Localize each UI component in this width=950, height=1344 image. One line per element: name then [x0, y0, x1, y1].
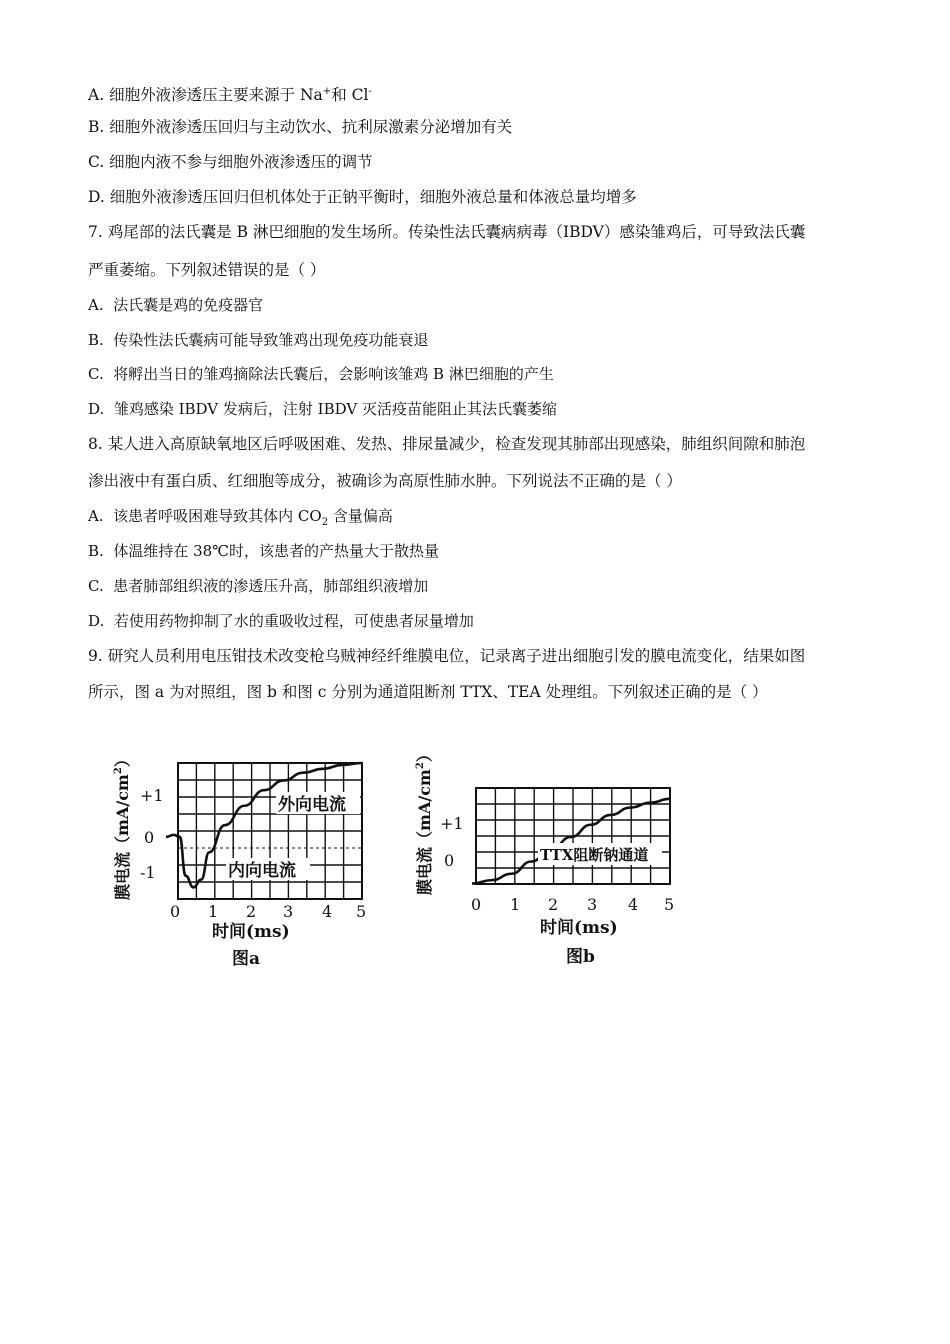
figure-b: [400, 725, 690, 975]
q8-option-a: A. 该患者呼吸困难导致其体内 $CO_2$ 含量偏高: [88, 507, 393, 528]
q8-stem-line1: 8. 某人进入高原缺氧地区后呼吸困难、发热、排尿量减少，检查发现其肺部出现感染，肺组织间隙和肺泡: [88, 435, 806, 453]
q7-stem-line1: 7. 鸡尾部的法氏囊是 B 淋巴细胞的发生场所。传染性法氏囊病病毒（IBDV）感染雏鸡后，可导致法氏囊: [88, 223, 806, 241]
q7-option-b: B. 传染性法氏囊病可能导致雏鸡出现免疫功能衰退: [88, 331, 429, 349]
figure-a-caption: 图a: [232, 949, 261, 969]
figure-a-ytick-0: 0: [144, 828, 155, 847]
q8-option-d: D. 若使用药物抑制了水的重吸收过程，可使患者尿量增加: [88, 612, 474, 630]
q6-option-d: D. 细胞外液渗透压回归但机体处于正钠平衡时，细胞外液总量和体液总量均增多: [88, 188, 637, 206]
figure-a-label-outward: 外向电流: [278, 795, 346, 815]
q6-option-c: C. 细胞内液不参与细胞外液渗透压的调节: [88, 153, 373, 171]
x-tick-label: 2: [246, 902, 257, 921]
figure-b-caption: 图b: [566, 947, 595, 967]
q9-stem-line2: 所示，图 a 为对照组，图 b 和图 c 分别为通道阻断剂 TTX、TEA 处理组。下列叙述正确的是（ ）: [88, 683, 768, 701]
figure-a-ytick-plus1: +1: [140, 786, 164, 805]
x-tick-label: 2: [548, 895, 559, 914]
x-tick-label: 1: [208, 902, 219, 921]
q8-stem-line2: 渗出液中有蛋白质、红细胞等成分，被确诊为高原性肺水肿。下列说法不正确的是（ ）: [88, 472, 682, 490]
q9-stem-line1: 9. 研究人员利用电压钳技术改变枪乌贼神经纤维膜电位，记录离子进出细胞引发的膜电流变化，结果如图: [88, 647, 806, 665]
x-tick-label: 4: [322, 902, 333, 921]
figure-a-ylabel: 膜电流$(mA/cm^2)$: [113, 751, 132, 900]
q6-option-a: A. 细胞外液渗透压主要来源于 Na+和 Cl-: [88, 86, 372, 105]
q7-stem-line2: 严重萎缩。下列叙述错误的是（ ）: [88, 261, 326, 279]
figure-a-xlabel: 时间(ms): [212, 922, 290, 942]
x-tick-label: 0: [471, 895, 482, 914]
x-tick-label: 1: [510, 895, 521, 914]
x-tick-label: 5: [664, 895, 675, 914]
x-tick-label: 5: [356, 902, 367, 921]
figure-b-ytick-0: 0: [444, 851, 455, 870]
x-tick-label: 4: [628, 895, 639, 914]
x-tick-label: 3: [283, 902, 294, 921]
q7-option-c: C. 将孵出当日的雏鸡摘除法氏囊后，会影响该雏鸡 B 淋巴细胞的产生: [88, 365, 554, 383]
q7-option-d: D. 雏鸡感染 IBDV 发病后，注射 IBDV 灭活疫苗能阻止其法氏囊萎缩: [88, 400, 557, 418]
q6-option-b: B. 细胞外液渗透压回归与主动饮水、抗利尿激素分泌增加有关: [88, 118, 513, 136]
figure-a-label-inward: 内向电流: [228, 861, 296, 881]
x-tick-label: 3: [587, 895, 598, 914]
q7-option-a: A. 法氏囊是鸡的免疫器官: [88, 296, 264, 314]
figure-b-label-ttx: TTX阻断钠通道: [540, 846, 649, 864]
x-tick-label: 0: [170, 902, 181, 921]
figure-b-ylabel: 膜电流$(mA/cm^2)$: [415, 746, 434, 895]
figure-b-current-curve: [472, 799, 670, 884]
figure-b-ytick-plus1: +1: [440, 814, 464, 833]
q8-option-c: C. 患者肺部组织液的渗透压升高，肺部组织液增加: [88, 577, 429, 595]
figure-a-ytick-minus1: -1: [140, 863, 156, 882]
figure-a: [100, 730, 390, 980]
q8-option-b: B. 体温维持在 38℃时，该患者的产热量大于散热量: [88, 542, 439, 560]
figure-b-xlabel: 时间(ms): [540, 918, 618, 938]
